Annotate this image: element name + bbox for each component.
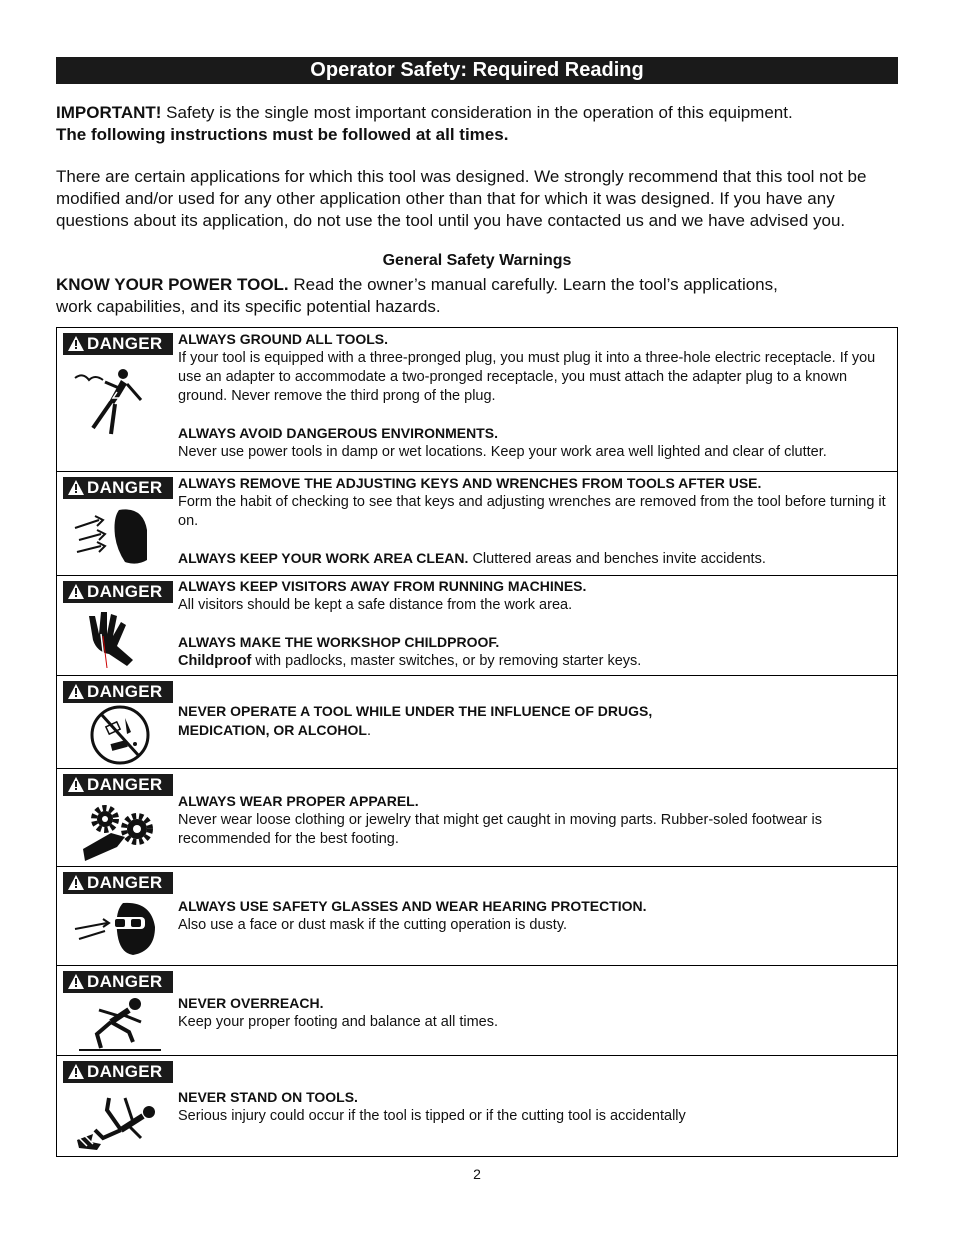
important-label: IMPORTANT! xyxy=(56,103,162,122)
warning-body: If your tool is equipped with a three-pronged plug, you must plug it into a three-hole electric receptacle. If you use an adapter to accommodate a two-pronged receptacle, you must attach the adapter plug to a known ground. Never remove the third prong of the plug. xyxy=(178,350,876,404)
danger-badge xyxy=(63,971,173,993)
danger-row xyxy=(57,769,897,867)
important-bold-text: The following instructions must be followed at all times. xyxy=(56,125,509,144)
warning-heading: ALWAYS AVOID DANGEROUS ENVIRONMENTS. xyxy=(178,425,498,441)
warning-text xyxy=(178,792,893,849)
warning-bold-word: Childproof xyxy=(178,653,252,669)
warning-text xyxy=(178,897,893,935)
danger-label: DANGER xyxy=(87,334,163,353)
danger-label: DANGER xyxy=(87,1062,163,1081)
warning-heading: ALWAYS USE SAFETY GLASSES AND WEAR HEARING PROTECTION. xyxy=(178,898,647,914)
warning-body: Serious injury could occur if the tool is tipped or if the cutting tool is accidentally xyxy=(178,1108,686,1124)
warning-heading: ALWAYS REMOVE THE ADJUSTING KEYS AND WRENCHES FROM TOOLS AFTER USE. xyxy=(178,475,762,491)
warning-body: Also use a face or dust mask if the cutting operation is dusty. xyxy=(178,917,568,933)
danger-badge xyxy=(63,333,173,355)
warning-text xyxy=(178,474,893,569)
danger-row xyxy=(57,576,897,676)
danger-badge xyxy=(63,681,173,703)
warning-triangle-icon xyxy=(68,777,84,792)
warning-text xyxy=(178,1088,893,1126)
warning-triangle-icon xyxy=(68,480,84,495)
warning-heading: ALWAYS MAKE THE WORKSHOP CHILDPROOF. xyxy=(178,634,500,650)
warning-heading-continued: MEDICATION, OR ALCOHOL xyxy=(178,722,367,738)
important-text: Safety is the single most important consideration in the operation of this equipment. xyxy=(161,103,793,122)
danger-row xyxy=(57,1056,897,1156)
warning-heading: NEVER OPERATE A TOOL WHILE UNDER THE INFLUENCE OF DRUGS, xyxy=(178,703,653,719)
person-falling-icon xyxy=(71,1090,161,1152)
danger-badge xyxy=(63,581,173,603)
danger-label: DANGER xyxy=(87,682,163,701)
hand-cut-icon xyxy=(71,610,161,668)
warning-body: Keep your proper footing and balance at all times. xyxy=(178,1014,499,1030)
warning-text xyxy=(178,577,893,671)
important-paragraph xyxy=(56,102,901,146)
danger-table xyxy=(56,327,898,1157)
warning-body: Cluttered areas and benches invite accidents. xyxy=(468,551,766,567)
warning-text xyxy=(178,994,893,1032)
warning-triangle-icon xyxy=(68,875,84,890)
danger-badge xyxy=(63,872,173,894)
warning-triangle-icon xyxy=(68,974,84,989)
warning-triangle-icon xyxy=(68,684,84,699)
know-text: Read the owner’s manual carefully. Learn the tool’s applications, work capabilities, and its specific potential hazards. xyxy=(56,275,778,316)
warning-body: Never use power tools in damp or wet locations. Keep your work area well lighted and clear of clutter. xyxy=(178,444,827,460)
section-heading: General Safety Warnings xyxy=(382,252,572,269)
danger-label: DANGER xyxy=(87,582,163,601)
danger-row xyxy=(57,867,897,966)
warning-text xyxy=(178,330,893,462)
danger-badge xyxy=(63,477,173,499)
intro-paragraph: There are certain applications for which this tool was designed. We strongly recommend that this tool not be modified and/or used for any other application other than that for which it was designed. If you have any questions about its application, do not use the tool until you have contacted us and we have advised you. xyxy=(56,167,867,230)
no-drugs-alcohol-icon xyxy=(71,704,161,766)
danger-label: DANGER xyxy=(87,972,163,991)
danger-row xyxy=(57,676,897,769)
warning-body: with padlocks, master switches, or by removing starter keys. xyxy=(251,653,642,669)
danger-badge xyxy=(63,774,173,796)
danger-badge xyxy=(63,1061,173,1083)
warning-triangle-icon xyxy=(68,336,84,351)
know-label: KNOW YOUR POWER TOOL. xyxy=(56,275,289,294)
safety-glasses-icon xyxy=(71,901,161,957)
warning-triangle-icon xyxy=(68,584,84,599)
warning-body: Never wear loose clothing or jewelry that might get caught in moving parts. Rubber-soled footwear is recommended for the best footing. xyxy=(178,812,822,847)
danger-label: DANGER xyxy=(87,775,163,794)
danger-row xyxy=(57,472,897,576)
warning-heading: ALWAYS WEAR PROPER APPAREL. xyxy=(178,793,419,809)
warning-body: Form the habit of checking to see that keys and adjusting wrenches are removed from the tool before turning it on. xyxy=(178,494,886,529)
warning-heading: ALWAYS GROUND ALL TOOLS. xyxy=(178,331,389,347)
electric-shock-icon xyxy=(71,368,161,438)
danger-row xyxy=(57,966,897,1056)
face-shield-flying-debris-icon xyxy=(71,506,161,568)
person-slipping-icon xyxy=(71,996,161,1052)
warning-body: . xyxy=(367,723,372,739)
danger-row xyxy=(57,328,897,472)
know-tool-paragraph xyxy=(56,274,816,318)
warning-heading: ALWAYS KEEP YOUR WORK AREA CLEAN. xyxy=(178,550,469,566)
page-title: Operator Safety: Required Reading xyxy=(56,57,898,84)
warning-heading: ALWAYS KEEP VISITORS AWAY FROM RUNNING MACHINES. xyxy=(178,578,587,594)
warning-triangle-icon xyxy=(68,1064,84,1079)
warning-heading: NEVER STAND ON TOOLS. xyxy=(178,1089,358,1105)
gears-caught-icon xyxy=(71,799,161,863)
danger-label: DANGER xyxy=(87,873,163,892)
warning-text xyxy=(178,702,893,741)
page-number: 2 xyxy=(473,1166,481,1182)
warning-body: All visitors should be kept a safe distance from the work area. xyxy=(178,597,573,613)
danger-label: DANGER xyxy=(87,478,163,497)
warning-heading: NEVER OVERREACH. xyxy=(178,995,324,1011)
